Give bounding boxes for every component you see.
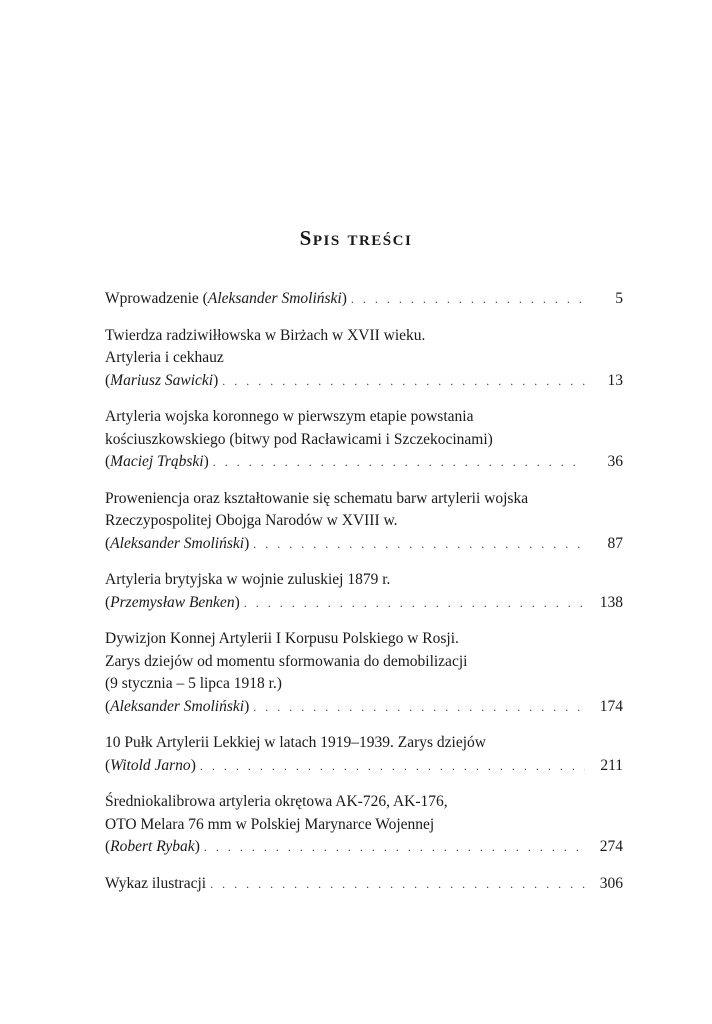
dot-leader bbox=[351, 288, 585, 311]
toc-entry-closing-paren: ) bbox=[234, 593, 240, 611]
toc-entry-title-line: Rzeczypospolitej Obojga Narodów w XVIII w. bbox=[105, 512, 398, 529]
toc-entry-lead-text: Wykaz ilustracji bbox=[105, 874, 207, 892]
toc-entry[interactable] bbox=[105, 569, 623, 614]
toc-entry[interactable] bbox=[105, 406, 623, 474]
toc-entry-author: Maciej Trąbski bbox=[110, 453, 204, 470]
toc-entry-leader-line bbox=[105, 288, 623, 311]
dot-leader bbox=[204, 836, 585, 859]
toc-entry-leader-line bbox=[105, 755, 623, 778]
dot-leader bbox=[200, 755, 585, 778]
dot-leader bbox=[222, 370, 585, 393]
toc-entry-title-line: (9 stycznia – 5 lipca 1918 r.) bbox=[105, 675, 282, 692]
toc-entry-leader-line bbox=[105, 696, 623, 719]
toc-entry-text bbox=[105, 451, 209, 474]
toc-entry[interactable] bbox=[105, 732, 623, 777]
toc-entry-lead-text: ( bbox=[105, 838, 111, 855]
dot-leader bbox=[244, 592, 585, 615]
toc-entry-lead-text: ( bbox=[105, 453, 111, 470]
toc-entry-author: Witold Jarno bbox=[110, 756, 191, 774]
toc-entry-lead-text: ( bbox=[105, 534, 111, 552]
toc-entry-closing-paren: ) bbox=[190, 756, 196, 774]
toc-entry-author: Robert Rybak bbox=[110, 838, 195, 855]
dot-leader bbox=[253, 533, 585, 556]
toc-entry-title-line: Średniokalibrowa artyleria okrętowa AK-726, AK-176, bbox=[105, 793, 448, 810]
toc-entry-page-number: 13 bbox=[607, 371, 623, 389]
toc-entry-lead-text: ( bbox=[105, 756, 111, 774]
toc-entry-author: Mariusz Sawicki bbox=[110, 371, 214, 389]
toc-entry-lead-text: ( bbox=[105, 371, 111, 389]
toc-entry-closing-paren: ) bbox=[203, 453, 209, 470]
toc-entry-leader-line bbox=[105, 836, 623, 859]
toc-entry[interactable] bbox=[105, 288, 623, 311]
toc-entry-title-line: Artyleria i cekhauz bbox=[105, 349, 224, 366]
toc-entry[interactable] bbox=[105, 488, 623, 556]
toc-entry-page-number: 138 bbox=[599, 593, 623, 611]
toc-entry-page-number: 174 bbox=[599, 697, 623, 715]
toc-entry-title-line: Twierdza radziwiłłowska w Birżach w XVII wieku. bbox=[105, 326, 426, 344]
toc-entry-text bbox=[105, 696, 249, 719]
toc-entry-author: Przemysław Benken bbox=[110, 593, 235, 611]
toc-entry-page-number: 274 bbox=[599, 838, 623, 855]
toc-entry-page-number: 5 bbox=[615, 290, 623, 307]
toc-entry-title-line: Artyleria brytyjska w wojnie zuluskiej 1879 r. bbox=[105, 571, 391, 588]
toc-entry-title-line: Proweniencja oraz kształtowanie się schematu barw artylerii wojska bbox=[105, 489, 529, 507]
toc-entry-text bbox=[105, 370, 218, 393]
toc-entry-lead-text: ( bbox=[105, 593, 111, 611]
dot-leader bbox=[210, 873, 585, 896]
toc-entry-author: Aleksander Smoliński bbox=[207, 290, 342, 307]
toc-entry-lead-text: ( bbox=[105, 697, 111, 715]
dot-leader bbox=[213, 451, 585, 474]
toc-entry-text bbox=[105, 592, 240, 615]
toc-entry-title-line: 10 Pułk Artylerii Lekkiej w latach 1919–1939. Zarys dziejów bbox=[105, 734, 486, 751]
toc-entry-page-number: 211 bbox=[600, 756, 623, 774]
toc-entry-closing-paren: ) bbox=[213, 371, 219, 389]
table-of-contents bbox=[105, 288, 623, 895]
toc-entry-leader-line bbox=[105, 592, 623, 615]
toc-entry-closing-paren: ) bbox=[341, 290, 347, 307]
toc-entry-title-line: Zarys dziejów od momentu sformowania do demobilizacji bbox=[105, 652, 468, 670]
toc-entry-lead-text: Wprowadzenie ( bbox=[105, 290, 208, 307]
toc-entry-page-number: 306 bbox=[599, 874, 623, 892]
toc-entry-leader-line bbox=[105, 873, 623, 896]
toc-entry-page-number: 36 bbox=[607, 453, 623, 470]
toc-entry[interactable] bbox=[105, 791, 623, 859]
toc-entry-leader-line bbox=[105, 370, 623, 393]
toc-entry-author: Aleksander Smoliński bbox=[110, 697, 245, 715]
toc-entry[interactable] bbox=[105, 628, 623, 718]
toc-entry-leader-line bbox=[105, 451, 623, 474]
toc-entry-author: Aleksander Smoliński bbox=[110, 534, 245, 552]
toc-entry-leader-line bbox=[105, 533, 623, 556]
toc-entry-title-line: Artyleria wojska koronnego w pierwszym etapie powstania bbox=[105, 408, 474, 425]
toc-entry-page-number: 87 bbox=[607, 534, 623, 552]
toc-entry-title-line: OTO Melara 76 mm w Polskiej Marynarce Wojennej bbox=[105, 815, 435, 833]
toc-entry-closing-paren: ) bbox=[194, 838, 200, 855]
toc-entry-closing-paren: ) bbox=[244, 697, 250, 715]
toc-entry-title-line: kościuszkowskiego (bitwy pod Racławicami i Szczekocinami) bbox=[105, 430, 493, 448]
toc-entry[interactable] bbox=[105, 325, 623, 393]
toc-entry-closing-paren: ) bbox=[244, 534, 250, 552]
page-title: Spis treści bbox=[299, 226, 413, 250]
toc-entry-text bbox=[105, 533, 249, 556]
toc-entry-text bbox=[105, 836, 200, 859]
toc-entry-title-line: Dywizjon Konnej Artylerii I Korpusu Polskiego w Rosji. bbox=[105, 630, 459, 647]
toc-entry-text bbox=[105, 288, 347, 311]
toc-entry[interactable] bbox=[105, 873, 623, 896]
toc-entry-text bbox=[105, 755, 196, 778]
dot-leader bbox=[253, 696, 585, 719]
toc-entry-text bbox=[105, 873, 206, 896]
